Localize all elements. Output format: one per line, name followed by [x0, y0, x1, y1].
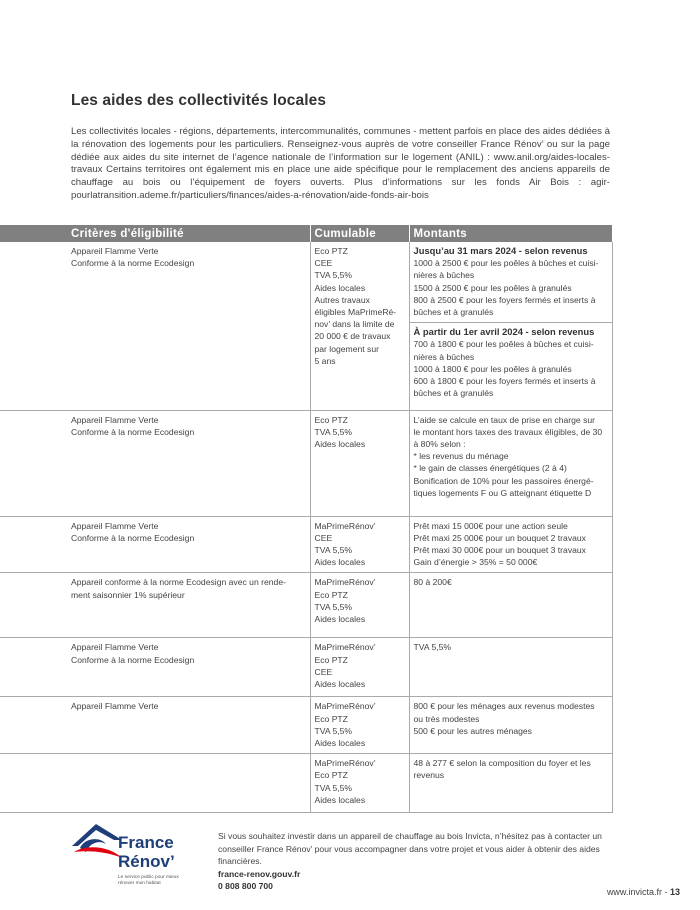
- header-criteria: Critères d'éligibilité: [0, 225, 310, 242]
- cumulable-line: Eco PTZ: [314, 246, 348, 256]
- amount-line: * le gain de classes énergétiques (2 à 4): [413, 463, 567, 474]
- amount-line: ou très modestes: [413, 713, 480, 724]
- criteria-cell: [0, 242, 310, 410]
- cumulable-line: Aides locales: [314, 678, 366, 689]
- cumulable-line: MaPrimeRénov’: [314, 758, 376, 769]
- amount-cell: [409, 638, 612, 697]
- amount-line: 1000 à 2500 € pour les poêles à bûches et cuisi-: [413, 258, 599, 269]
- cumulable-line: par logement sur: [314, 343, 379, 354]
- amount-cell: [409, 410, 612, 516]
- footer-text-block: [218, 830, 618, 893]
- site-url[interactable]: www.invicta.fr: [606, 887, 662, 897]
- cumulable-line: 5 ans: [314, 355, 336, 366]
- footer-phone[interactable]: 0 808 800 700: [218, 881, 273, 891]
- page-number: 13: [669, 887, 680, 897]
- cumulable-line: TVA 5,5%: [314, 544, 353, 555]
- cumulable-line: MaPrimeRénov’: [314, 577, 376, 588]
- table-header-row: [0, 225, 612, 242]
- amount-line: 1500 à 2500 € pour les poêles à granulés: [413, 282, 572, 293]
- logo-word-france: France: [118, 833, 174, 852]
- amount-line: Bonification de 10% pour les passoires énergé-: [413, 475, 594, 486]
- amount-line: revenus: [413, 770, 445, 781]
- criteria-cell: [0, 638, 310, 697]
- amount-line: TVA 5,5%: [413, 642, 452, 653]
- page-separator: -: [664, 887, 668, 897]
- cumulable-cell: [310, 516, 409, 573]
- cumulable-line: TVA 5,5%: [314, 601, 353, 612]
- intro-paragraph: Les collectivités locales - régions, départements, intercommunalités, communes - mettent parfois en place des aides dédiées à la rénovation des logements pour les particuliers. Renseignez-vous auprès de votre conseiller France Rénov’ ou sur la page dédiée aux aides du site internet de l’agence nationale de l’information sur le logement (ANIL) : www.anil.org/aides-locales-travaux Certains territoires ont également mis en place une aide spécifique pour le remplacement des anciens appareils de chauffage au bois ou l’équipement de foyers ouverts. Plus d’informations sur les fonds Air Bois : agir-pourlatransition.ademe.fr/particuliers/finances/aides-a-rénovation/aide-fonds-air-bois: [71, 126, 610, 201]
- criteria-cell: [0, 754, 310, 813]
- amount-cell: [409, 754, 612, 813]
- amount-cell: [409, 242, 612, 410]
- criteria-cell: [0, 516, 310, 573]
- criteria-cell: [0, 573, 310, 638]
- amount-line: tiques logements F ou G atteignant étiquette D: [413, 487, 592, 498]
- logo-tagline-2: rénover mon habitat: [118, 881, 161, 886]
- amount-cell: [409, 697, 612, 754]
- criteria-line: Appareil Flamme Verte: [71, 642, 159, 653]
- amount-line: bûches et à granulés: [413, 388, 494, 399]
- amount-line: 80 à 200€: [413, 577, 452, 588]
- cumulable-line: TVA 5,5%: [314, 426, 353, 437]
- cumulable-line: Eco PTZ: [314, 770, 348, 781]
- criteria-line: Appareil Flamme Verte: [71, 701, 159, 712]
- amount-period-heading: À partir du 1er avril 2024 - selon revenus: [413, 326, 595, 338]
- cumulable-cell: [310, 754, 409, 813]
- cumulable-line: Aides locales: [314, 613, 366, 624]
- cumulable-line: Aides locales: [314, 557, 366, 568]
- cumulable-line: Aides locales: [314, 794, 366, 805]
- amount-line: 500 € pour les autres ménages: [413, 725, 532, 736]
- amount-line: Prêt maxi 25 000€ pour un bouquet 2 travaux: [413, 532, 586, 543]
- amount-line: Gain d’énergie > 35% = 50 000€: [413, 557, 538, 568]
- criteria-line: Appareil Flamme Verte: [71, 246, 159, 256]
- criteria-cell: [0, 410, 310, 516]
- cumulable-line: TVA 5,5%: [314, 270, 353, 281]
- table-row: [0, 573, 612, 638]
- table-row: [0, 638, 612, 697]
- amount-line: 600 à 1800 € pour les foyers fermés et inserts à: [413, 376, 596, 387]
- amount-line: Prêt maxi 15 000€ pour une action seule: [413, 520, 568, 531]
- criteria-line: Appareil conforme à la norme Ecodesign avec un rende-: [71, 577, 286, 588]
- aid-table: [0, 225, 613, 813]
- cumulable-line: TVA 5,5%: [314, 782, 353, 793]
- criteria-line: Appareil Flamme Verte: [71, 414, 159, 425]
- criteria-cell: [0, 697, 310, 754]
- amount-line: 800 à 2500 € pour les foyers fermés et inserts à: [413, 294, 596, 305]
- table-row: [0, 410, 612, 516]
- criteria-line: Conforme à la norme Ecodesign: [71, 532, 195, 543]
- section-title: Les aides des collectivités locales: [71, 92, 327, 109]
- amount-line: nières à bûches: [413, 351, 475, 362]
- amount-period-block: [414, 245, 608, 318]
- cumulable-line: Eco PTZ: [314, 654, 348, 665]
- header-cumulable: Cumulable: [310, 225, 409, 242]
- criteria-line: Appareil Flamme Verte: [71, 520, 159, 531]
- cumulable-line: MaPrimeRénov’: [314, 642, 376, 653]
- cumulable-line: MaPrimeRénov’: [314, 520, 376, 531]
- amount-line: 800 € pour les ménages aux revenus modestes: [413, 701, 595, 712]
- logo-word-renov: Rénov’: [118, 852, 175, 871]
- table-row: [0, 516, 612, 573]
- cumulable-cell: [310, 697, 409, 754]
- cumulable-line: MaPrimeRénov’: [314, 701, 376, 712]
- criteria-line: Conforme à la norme Ecodesign: [71, 258, 195, 269]
- cumulable-line: CEE: [314, 258, 333, 269]
- cumulable-cell: [310, 242, 409, 410]
- amount-line: bûches et à granulés: [413, 307, 494, 318]
- amount-line: nières à bûches: [413, 270, 475, 281]
- amount-line: * les revenus du ménage: [413, 451, 509, 462]
- amount-period-heading: Jusqu’au 31 mars 2024 - selon revenus: [413, 245, 588, 256]
- cumulable-cell: [310, 410, 409, 516]
- amount-line: L’aide se calcule en taux de prise en charge sur: [413, 414, 596, 425]
- amount-line: 48 à 277 € selon la composition du foyer et les: [413, 758, 591, 769]
- cumulable-line: CEE: [314, 666, 333, 677]
- amount-line: à 80% selon :: [413, 438, 466, 449]
- table-row: [0, 754, 612, 813]
- page-footer: [607, 887, 680, 897]
- cumulable-line: CEE: [314, 532, 333, 543]
- header-montants: Montants: [409, 225, 612, 242]
- amount-line: Prêt maxi 30 000€ pour un bouquet 3 travaux: [413, 544, 586, 555]
- cumulable-line: Aides locales: [314, 737, 366, 748]
- cumulable-line: Autres travaux: [314, 294, 370, 305]
- criteria-line: ment saisonnier 1% supérieur: [71, 589, 185, 600]
- amount-line: 700 à 1800 € pour les poêles à bûches et cuisi-: [413, 339, 594, 350]
- amount-cell: [409, 573, 612, 638]
- france-renov-logo: [70, 818, 195, 890]
- cumulable-cell: [310, 573, 409, 638]
- cumulable-cell: [310, 638, 409, 697]
- logo-tagline-1: Le service public pour mieux: [118, 875, 179, 880]
- amount-period-block: [410, 322, 612, 399]
- footer-website-link[interactable]: france-renov.gouv.fr: [218, 868, 301, 879]
- amount-line: le montant hors taxes des travaux éligibles, de 30: [413, 426, 603, 437]
- cumulable-line: éligibles MaPrimeRé-: [314, 307, 397, 318]
- criteria-line: Conforme à la norme Ecodesign: [71, 426, 195, 437]
- cumulable-line: Eco PTZ: [314, 414, 348, 425]
- amount-cell: [409, 516, 612, 573]
- cumulable-line: TVA 5,5%: [314, 725, 353, 736]
- house-roof-icon: [72, 824, 122, 846]
- footer-paragraph: Si vous souhaitez investir dans un appareil de chauffage au bois Invicta, n’hésitez pas à contacter un conseiller France Rénov’ pour vous accompagner dans votre projet et vous aider à obtenir des aides financières.: [218, 831, 602, 866]
- cumulable-line: Aides locales: [314, 438, 366, 449]
- cumulable-line: Aides locales: [314, 282, 366, 293]
- red-swoosh-icon: [74, 847, 122, 858]
- amount-line: 1000 à 1800 € pour les poêles à granulés: [413, 363, 572, 374]
- table-row: [0, 242, 612, 410]
- criteria-line: Conforme à la norme Ecodesign: [71, 654, 195, 665]
- cumulable-line: nov’ dans la limite de: [314, 319, 395, 330]
- cumulable-line: 20 000 € de travaux: [314, 331, 391, 342]
- cumulable-line: Eco PTZ: [314, 589, 348, 600]
- cumulable-line: Eco PTZ: [314, 713, 348, 724]
- table-row: [0, 697, 612, 754]
